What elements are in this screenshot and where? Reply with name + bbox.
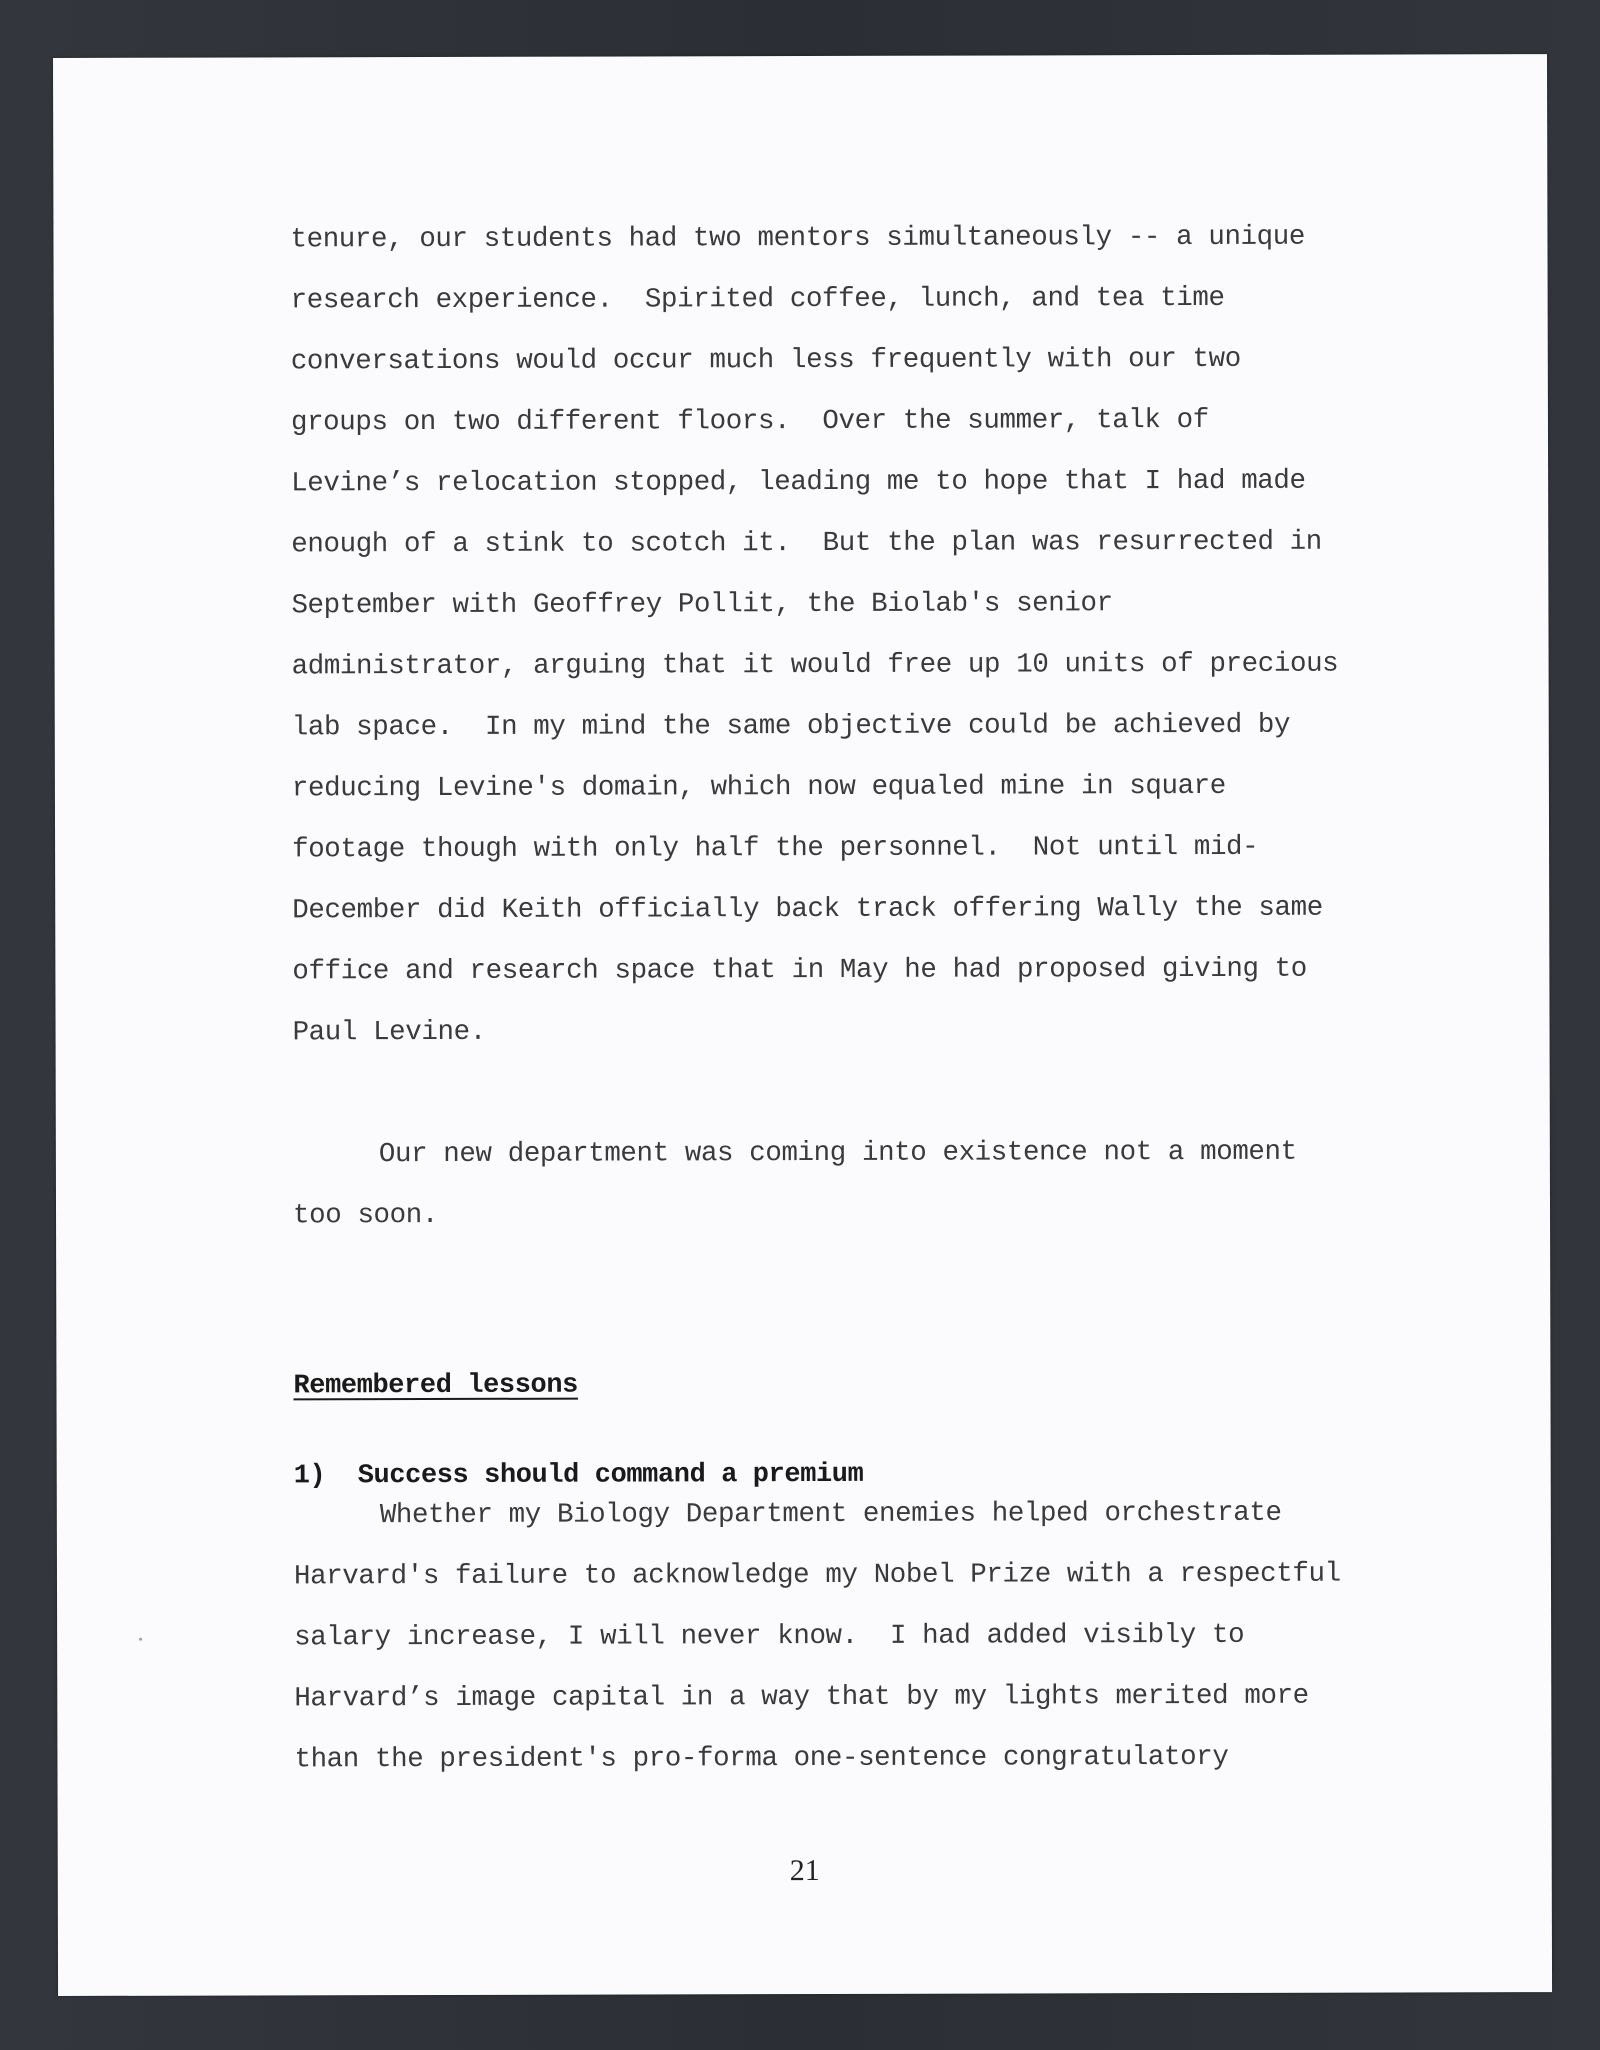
text-line: Levine’s relocation stopped, leading me to hope that I had made [291, 465, 1306, 500]
text-line: than the president's pro-forma one-sentence congratulatory [294, 1741, 1229, 1776]
body-text-bottom [294, 1482, 1445, 1790]
text-line: lab space. In my mind the same objective could be achieved by [291, 709, 1291, 744]
text-line: Harvard’s image capital in a way that by my lights merited more [294, 1680, 1309, 1715]
text-line: reducing Levine's domain, which now equaled mine in square [291, 770, 1226, 805]
paper-speck [139, 1638, 142, 1641]
lesson-title: Success should command a premium [357, 1459, 864, 1492]
text-line: September with Geoffrey Pollit, the Biolab's senior [291, 588, 1113, 622]
text-line: tenure, our students had two mentors simultaneously -- a unique [290, 221, 1305, 256]
lesson-number: 1) [293, 1461, 326, 1492]
page-number: 21 [789, 1853, 820, 1888]
section-heading: Remembered lessons [293, 1370, 578, 1402]
text-line: conversations would occur much less frequently with our two [290, 343, 1241, 378]
text-line: Our new department was coming into existence not a moment [378, 1136, 1297, 1171]
text-line: Paul Levine. [292, 1016, 486, 1049]
text-line: footage though with only half the personnel. Not until mid- [292, 831, 1259, 866]
text-line: administrator, arguing that it would free up 10 units of precious [291, 648, 1339, 683]
text-line: December did Keith officially back track offering Wally the same [292, 892, 1323, 927]
text-line: groups on two different floors. Over the summer, talk of [290, 404, 1209, 439]
text-line: Whether my Biology Department enemies helped orchestrate [379, 1497, 1282, 1532]
paragraph-gap [293, 1060, 1443, 1124]
text-line: too soon. [292, 1199, 439, 1232]
text-line: enough of a stink to scotch it. But the plan was resurrected in [291, 526, 1322, 561]
text-line: Harvard's failure to acknowledge my Nobel Prize with a respectful [293, 1558, 1341, 1593]
body-text-top [290, 206, 1443, 1246]
document-page [53, 54, 1552, 1996]
text-line: salary increase, I will never know. I had added visibly to [294, 1619, 1245, 1654]
text-line: research experience. Spirited coffee, lunch, and tea time [290, 282, 1225, 317]
text-line: office and research space that in May he had proposed giving to [292, 953, 1307, 988]
